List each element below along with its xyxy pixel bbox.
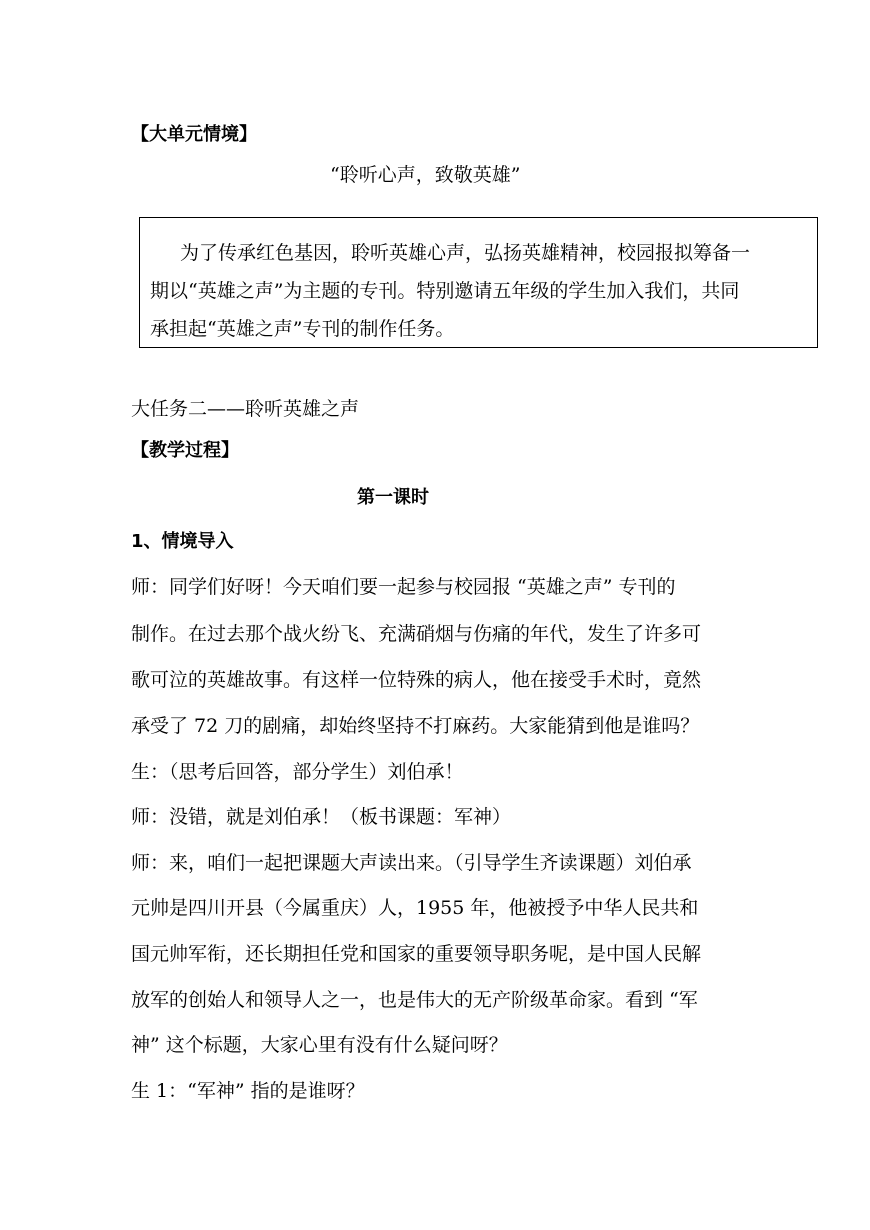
lesson-title: 第一课时 xyxy=(357,487,429,508)
context-line: 承担起“英雄之声”专刊的制作任务。 xyxy=(150,318,455,340)
unit-context-heading: 【大单元情境】 xyxy=(131,124,257,145)
body-line: 师：没错，就是刘伯承！（板书课题：军神） xyxy=(131,806,512,828)
process-heading: 【教学过程】 xyxy=(131,440,239,461)
body-line: 元帅是四川开县（今属重庆）人，1955 年，他被授予中华人民共和 xyxy=(131,897,699,919)
body-line: 生：（思考后回答，部分学生）刘伯承！ xyxy=(131,761,464,783)
context-box xyxy=(139,217,818,348)
body-line: 神” 这个标题，大家心里有没有什么疑问呀？ xyxy=(131,1034,508,1056)
body-line: 放军的创始人和领导人之一，也是伟大的无产阶级革命家。看到 “军 xyxy=(131,989,698,1011)
context-line: 期以“英雄之声”为主题的专刊。特别邀请五年级的学生加入我们，共同 xyxy=(150,280,740,302)
body-line: 生 1：“军神” 指的是谁呀？ xyxy=(131,1080,365,1102)
body-line: 国元帅军衔，还长期担任党和国家的重要领导职务呢，是中国人民解 xyxy=(131,943,702,965)
theme-title: “聆听心声，致敬英雄” xyxy=(330,164,521,186)
context-line: 为了传承红色基因，聆听英雄心声，弘扬英雄精神，校园报拟筹备一 xyxy=(180,242,751,264)
section-heading: 1、情境导入 xyxy=(131,531,234,552)
body-line: 歌可泣的英雄故事。有这样一位特殊的病人，他在接受手术时，竟然 xyxy=(131,669,702,691)
body-line: 承受了 72 刀的剧痛，却始终坚持不打麻药。大家能猜到他是谁吗？ xyxy=(131,715,700,737)
body-line: 师：来，咱们一起把课题大声读出来。（引导学生齐读课题）刘伯承 xyxy=(131,852,692,874)
body-line: 师：同学们好呀！今天咱们要一起参与校园报 “英雄之声” 专刊的 xyxy=(131,576,676,598)
task-title: 大任务二——聆听英雄之声 xyxy=(131,398,360,420)
body-line: 制作。在过去那个战火纷飞、充满硝烟与伤痛的年代，发生了许多可 xyxy=(131,623,702,645)
